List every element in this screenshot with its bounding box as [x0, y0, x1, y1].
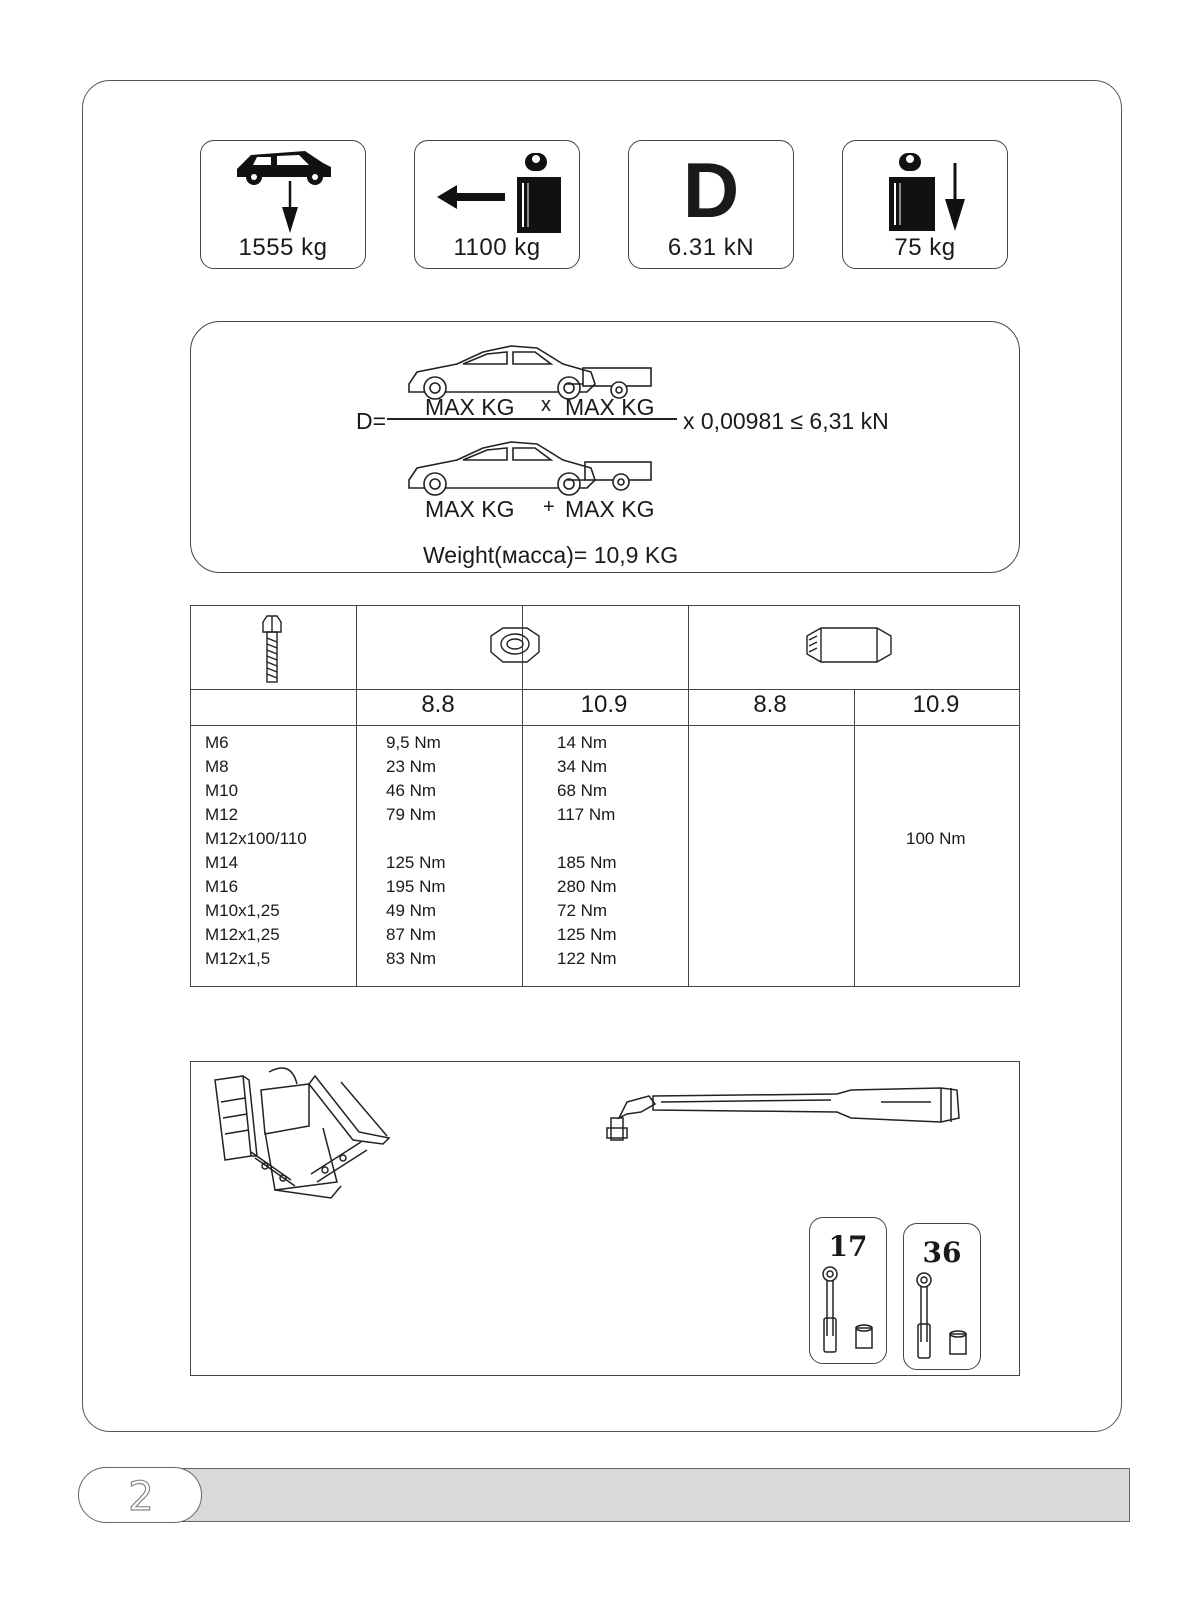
towed-weight-value: 1100 kg [453, 234, 541, 261]
socket-size-17: 17 [828, 1230, 868, 1263]
torque-value [906, 947, 966, 971]
torque-value: 68 Nm [557, 781, 608, 800]
socket-wrench-card-36 [903, 1223, 981, 1370]
torque-value: 14 Nm [557, 733, 608, 752]
formula-suffix: x 0,00981 ≤ 6,31 kN [683, 408, 889, 434]
vertical-weight-value: 75 kg [894, 234, 956, 261]
torque-value [906, 899, 966, 923]
torque-value: 34 Nm [557, 757, 608, 776]
torque-value [386, 827, 446, 851]
spec-box-vertical-load [200, 140, 366, 269]
torque-value: 100 Nm [906, 829, 966, 848]
numerator-left: MAX KG [425, 394, 515, 420]
grade-flange-8-8: 8.8 [753, 691, 787, 718]
hex-nut-icon [491, 628, 539, 662]
torque-value: 87 Nm [386, 925, 437, 944]
spec-box-d-value [628, 140, 794, 269]
torque-value: 195 Nm [386, 877, 446, 896]
socket-wrench-card-17 [809, 1217, 887, 1364]
torque-value: 117 Nm [557, 805, 616, 824]
torque-value: 72 Nm [557, 901, 608, 920]
bolt-size: M12 [205, 805, 239, 824]
torque-wrench-icon [607, 1088, 959, 1140]
flange-nut-icon [807, 628, 891, 662]
d-value-formula-box [190, 321, 1020, 573]
bolt-size: M8 [205, 757, 229, 776]
denominator-right: MAX KG [565, 496, 655, 522]
vehicle-trailer-illustrations [191, 322, 1021, 574]
torque-value: 122 Nm [557, 949, 617, 968]
denominator-op: + [543, 496, 555, 518]
spec-box-vertical-weight [842, 140, 1008, 269]
formula-prefix: D= [356, 408, 387, 434]
socket-size-36: 36 [922, 1236, 962, 1269]
page-number-badge [78, 1467, 202, 1523]
footer-bar [158, 1468, 1130, 1522]
spec-box-towed-weight [414, 140, 580, 269]
bolt-size: M12x1,25 [205, 925, 280, 944]
torque-value [557, 827, 617, 851]
tools-illustrations [191, 1062, 1021, 1377]
torque-value: 125 Nm [386, 853, 446, 872]
vertical-load-value: 1555 kg [238, 234, 328, 261]
bolt-size: M10x1,25 [205, 901, 280, 920]
bolt-size: M14 [205, 853, 239, 872]
torque-value: 185 Nm [557, 853, 617, 872]
bolt-size: M10 [205, 781, 239, 800]
torque-value: 23 Nm [386, 757, 437, 776]
torque-value [906, 731, 966, 755]
torque-value: 49 Nm [386, 901, 437, 920]
tools-box [190, 1061, 1020, 1376]
bolt-size: M6 [205, 733, 229, 752]
grade-hex-10-9: 10.9 [580, 691, 628, 718]
torque-value [906, 803, 966, 827]
numerator-right: MAX KG [565, 394, 655, 420]
torque-value [906, 779, 966, 803]
torque-value: 46 Nm [386, 781, 437, 800]
torque-value [906, 923, 966, 947]
torque-value: 125 Nm [557, 925, 617, 944]
car-icon [409, 346, 595, 399]
torque-value: 9,5 Nm [386, 733, 441, 752]
grade-hex-8-8: 8.8 [421, 691, 455, 718]
weight-text: Weight(масса)= 10,9 KG [423, 542, 679, 568]
grade-flange-10-9: 10.9 [912, 691, 960, 718]
torque-value: 280 Nm [557, 877, 617, 896]
bolt-size-column [205, 731, 307, 971]
ratchet-socket-icon [810, 1218, 888, 1365]
denominator-left: MAX KG [425, 496, 515, 522]
bolt-size: M12x1,5 [205, 949, 271, 968]
ratchet-socket-icon [904, 1224, 982, 1371]
hex-nut-10-9-column [557, 731, 617, 971]
d-value-letter: D [682, 146, 740, 234]
bolt-size: M12x100/110 [205, 829, 307, 848]
toolbox-icon [215, 1068, 389, 1198]
car-icon [409, 442, 595, 495]
torque-value [906, 875, 966, 899]
numerator-op: x [541, 394, 551, 416]
bolt-icon [263, 616, 281, 682]
table-header-icons [191, 606, 1021, 690]
page-number: 2 [128, 1474, 154, 1520]
hex-nut-8-8-column [386, 731, 446, 971]
torque-value: 79 Nm [386, 805, 437, 824]
torque-value [906, 755, 966, 779]
torque-value: 83 Nm [386, 949, 437, 968]
flange-nut-10-9-column [906, 731, 966, 971]
bolt-size: M16 [205, 877, 239, 896]
torque-value [906, 851, 966, 875]
d-value-value: 6.31 kN [667, 234, 755, 261]
